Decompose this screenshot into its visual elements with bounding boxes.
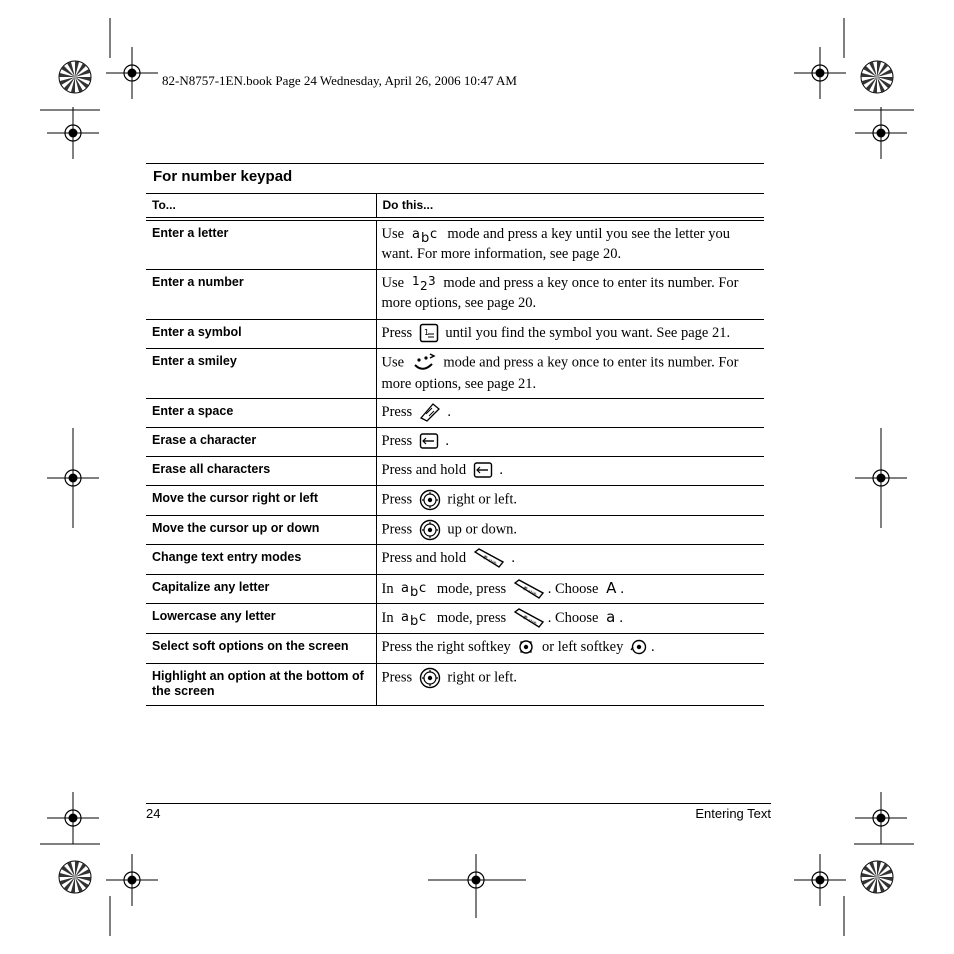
abc-mode-icon <box>400 609 430 627</box>
right-softkey-icon <box>517 638 535 656</box>
instruction-text: Press <box>381 432 416 449</box>
instruction-text: . <box>441 432 449 449</box>
registration-target <box>855 792 907 844</box>
instruction-text: Press <box>381 324 416 341</box>
navigation-key-icon <box>419 489 441 511</box>
instruction-text: right or left. <box>443 668 518 685</box>
running-footer-section: Entering Text <box>695 806 771 821</box>
table-row <box>146 574 764 603</box>
action-instruction <box>376 398 764 427</box>
action-instruction <box>376 456 764 485</box>
svg-text:a: a <box>401 610 410 626</box>
svg-text:c: c <box>419 581 427 597</box>
color-starburst <box>59 861 91 893</box>
color-starburst <box>861 61 893 93</box>
svg-text:2: 2 <box>419 279 428 293</box>
registration-target <box>47 792 99 844</box>
back-key-icon <box>473 461 493 479</box>
instruction-text: Press and hold <box>381 461 470 478</box>
table-row <box>146 633 764 663</box>
action-instruction <box>376 574 764 603</box>
pound-key-icon <box>513 608 545 628</box>
registration-target <box>47 107 99 159</box>
color-starburst <box>59 61 91 93</box>
instruction-text: Press <box>381 520 416 537</box>
instruction-text: mode, press <box>433 609 510 626</box>
instruction-text: Press <box>381 668 416 685</box>
registration-target <box>794 47 846 99</box>
instruction-text: Press the right softkey <box>381 638 515 655</box>
instruction-text: . <box>495 461 503 478</box>
svg-text:b: b <box>410 585 419 599</box>
action-instruction <box>376 269 764 319</box>
registration-target <box>794 854 846 906</box>
letter-glyph: a <box>606 607 616 626</box>
instruction-text: Use <box>381 353 408 370</box>
action-label: Move the cursor right or left <box>146 485 376 515</box>
instruction-text: or left softkey <box>538 638 627 655</box>
table-row <box>146 427 764 456</box>
registration-target <box>855 107 907 159</box>
pound-key-icon <box>473 548 505 568</box>
instruction-text: Press and hold <box>381 549 470 566</box>
action-instruction <box>376 544 764 574</box>
key-1-icon <box>419 323 439 343</box>
instruction-text: right or left. <box>443 490 518 507</box>
action-instruction <box>376 515 764 544</box>
instruction-text: mode and press a key once to enter its number. For more options, see page 20. <box>381 274 739 311</box>
action-instruction <box>376 485 764 515</box>
navigation-key-icon <box>419 667 441 689</box>
pound-key-icon <box>513 579 545 599</box>
registration-target <box>855 452 907 504</box>
svg-text:a: a <box>411 226 420 242</box>
color-starburst <box>861 861 893 893</box>
svg-text:1: 1 <box>423 328 429 338</box>
instruction-text: . <box>507 549 515 566</box>
instruction-text: until you find the symbol you want. See page 21. <box>441 324 731 341</box>
action-label: Erase all characters <box>146 456 376 485</box>
action-label: Select soft options on the screen <box>146 633 376 663</box>
instruction-text: In <box>381 609 398 626</box>
svg-text:#: # <box>480 553 489 563</box>
instruction-text: . Choose <box>547 580 603 597</box>
table-row <box>146 544 764 574</box>
svg-text:c: c <box>419 610 427 626</box>
instruction-text: Use <box>381 274 408 291</box>
svg-text:shift: shift <box>527 617 538 627</box>
navigation-key-icon <box>419 519 441 541</box>
table-row <box>146 219 764 269</box>
registration-target <box>47 452 99 504</box>
action-instruction <box>376 603 764 633</box>
smiley-mode-icon <box>411 352 437 374</box>
svg-text:#: # <box>520 584 529 594</box>
page-number: 24 <box>146 806 161 821</box>
svg-text:c: c <box>429 226 437 242</box>
table-row <box>146 319 764 348</box>
svg-text:1: 1 <box>411 274 420 289</box>
instruction-text: Press <box>381 403 416 420</box>
table-header-row <box>146 194 764 220</box>
left-softkey-icon <box>630 638 648 656</box>
action-label: Capitalize any letter <box>146 574 376 603</box>
action-label: Highlight an option at the bottom of the screen <box>146 663 376 705</box>
123-mode-icon <box>411 274 437 292</box>
registration-target <box>106 47 158 99</box>
action-label: Lowercase any letter <box>146 603 376 633</box>
instruction-text: up or down. <box>443 520 518 537</box>
action-label: Enter a smiley <box>146 348 376 398</box>
instruction-text: mode and press a key once to enter its number. For more options, see page 21. <box>381 353 739 392</box>
table-row <box>146 269 764 319</box>
action-label: Change text entry modes <box>146 544 376 574</box>
action-instruction <box>376 219 764 269</box>
svg-text:3: 3 <box>427 274 436 289</box>
table-row <box>146 456 764 485</box>
action-instruction <box>376 633 764 663</box>
svg-text:a: a <box>401 581 410 597</box>
action-label: Enter a number <box>146 269 376 319</box>
action-label: Enter a letter <box>146 219 376 269</box>
keypad-instructions-table <box>146 193 764 706</box>
footer-rule <box>146 803 771 804</box>
instruction-text: . <box>651 638 655 655</box>
abc-mode-icon <box>400 580 430 598</box>
action-label: Enter a symbol <box>146 319 376 348</box>
space-key-icon <box>419 402 441 422</box>
action-instruction <box>376 663 764 705</box>
instruction-text: . Choose <box>547 609 603 626</box>
registration-target <box>450 854 502 906</box>
instruction-text: Use <box>381 226 408 242</box>
instruction-text: In <box>381 580 398 597</box>
instruction-text: . <box>620 580 624 597</box>
registration-target <box>106 854 158 906</box>
print-header-line: 82-N8757-1EN.book Page 24 Wednesday, April 26, 2006 10:47 AM <box>162 73 517 88</box>
table-row <box>146 663 764 705</box>
abc-mode-icon <box>411 226 441 244</box>
instruction-text: mode, press <box>433 580 510 597</box>
instruction-text: mode and press a key until you see the letter you want. For more information, see page 20. <box>381 226 730 262</box>
svg-text:b: b <box>410 614 419 628</box>
svg-text:#: # <box>520 613 529 623</box>
action-label: Move the cursor up or down <box>146 515 376 544</box>
action-label: Erase a character <box>146 427 376 456</box>
svg-text:b: b <box>420 230 429 244</box>
section-title: For number keypad <box>146 163 764 193</box>
table-row <box>146 348 764 398</box>
back-key-icon <box>419 432 439 450</box>
column-header-do-this: Do this... <box>376 194 764 220</box>
action-instruction <box>376 319 764 348</box>
instruction-text: Press <box>381 490 416 507</box>
table-row <box>146 603 764 633</box>
table-row <box>146 485 764 515</box>
action-instruction <box>376 348 764 398</box>
letter-glyph: A <box>606 578 617 597</box>
action-label: Enter a space <box>146 398 376 427</box>
instruction-text: . <box>443 403 451 420</box>
table-row <box>146 515 764 544</box>
svg-text:shift: shift <box>487 557 498 567</box>
table-row <box>146 398 764 427</box>
action-instruction <box>376 427 764 456</box>
svg-text:shift: shift <box>527 588 538 598</box>
instruction-text: . <box>619 609 623 626</box>
column-header-to: To... <box>146 194 376 220</box>
